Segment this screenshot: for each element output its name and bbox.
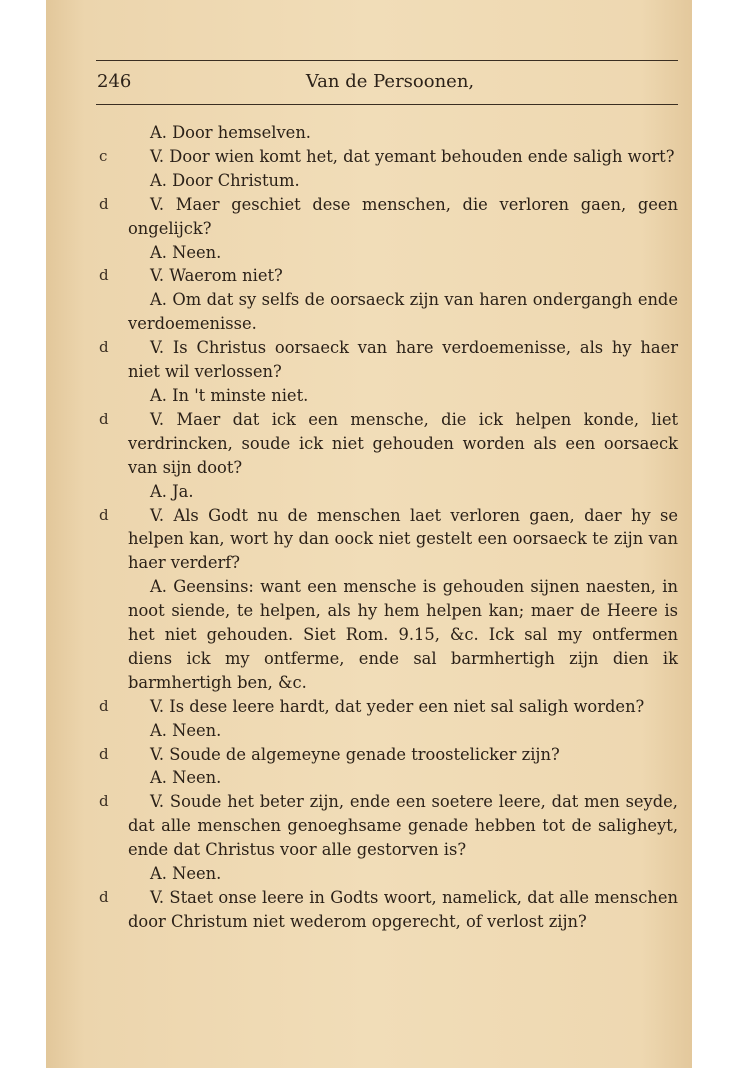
answer-entry [128, 384, 678, 408]
question-entry [99, 695, 678, 719]
question-entry [99, 743, 678, 767]
answer-entry [128, 241, 678, 265]
entry-text: A. Neen. [150, 864, 222, 884]
margin-marker: d [99, 792, 109, 811]
entry-text: V. Soude de algemeyne genade troostelicker zijn? [150, 744, 560, 764]
question-entry [99, 264, 678, 288]
entry-text: A. Neen. [150, 720, 222, 740]
entry-text: A. Door hemselven. [150, 123, 311, 142]
header-rule-top [96, 60, 678, 61]
question-entry [99, 790, 678, 862]
entry-text: A. Neen. [150, 768, 222, 788]
entry-text: V. Is Christus oorsaeck van hare verdoemenisse, als hy haer niet wil verlossen? [128, 338, 678, 382]
margin-marker: d [99, 744, 109, 763]
entry-text: A. Neen. [150, 242, 222, 262]
entry-text: V. Staet onse leere in Godts woort, namelick, dat alle menschen door Christum niet wederom opgerecht, of verlost zijn? [128, 888, 678, 931]
entry-text: A. In 't minste niet. [150, 385, 309, 405]
question-entry [99, 336, 678, 384]
margin-marker: d [99, 338, 109, 357]
answer-entry [128, 862, 678, 886]
answer-entry [128, 288, 678, 336]
answer-entry [128, 480, 678, 504]
margin-marker: d [99, 266, 109, 285]
entry-text: V. Soude het beter zijn, ende een soetere leere, dat men seyde, dat alle menschen genoeghsame genade hebben tot de saligheyt, ende dat Christus voor alle gestorven is? [128, 792, 678, 860]
answer-entry [128, 121, 678, 145]
page-number: 246 [97, 71, 132, 92]
entry-text: V. Is dese leere hardt, dat yeder een niet sal saligh worden? [150, 696, 645, 716]
margin-marker: d [99, 409, 109, 428]
question-entry [99, 145, 678, 169]
question-entry [99, 504, 678, 576]
entry-text: V. Door wien komt het, dat yemant behouden ende saligh wort? [150, 146, 675, 166]
entry-text: V. Als Godt nu de menschen laet verloren gaen, daer hy se helpen kan, wort hy dan oock niet gestelt een oorsaeck te zijn van haer verderf? [128, 505, 678, 573]
entry-text: A. Geensins: want een mensche is gehouden sijnen naesten, in noot siende, te helpen, als hy hem helpen kan; maer de Heere is het niet gehouden. Siet Rom. 9.15, &c. Ick sal my ontfermen diens ick my ontferme, ende sal barmhertigh zijn dien ik barmhertigh ben, &c. [128, 577, 678, 692]
entry-text: V. Maer geschiet dese menschen, die verloren gaen, geen ongelijck? [128, 194, 678, 238]
running-head: Van de Persoonen, [305, 71, 475, 92]
header-rule-bottom [96, 104, 678, 105]
question-entry [99, 193, 678, 241]
entry-text: A. Om dat sy selfs de oorsaeck zijn van haren ondergangh ende verdoemenisse. [128, 290, 678, 334]
answer-entry [128, 169, 678, 193]
entry-text: A. Ja. [150, 481, 194, 501]
margin-marker: d [99, 194, 109, 213]
margin-marker: d [99, 888, 109, 906]
entry-text: V. Maer dat ick een mensche, die ick helpen konde, liet verdrincken, soude ick niet gehouden worden als een oorsaeck van sijn doot? [128, 409, 678, 477]
answer-entry [128, 719, 678, 743]
answer-entry [128, 766, 678, 790]
entry-text: A. Door Christum. [150, 170, 300, 190]
entry-text: V. Waerom niet? [150, 266, 283, 286]
question-entry [99, 408, 678, 480]
margin-marker: c [99, 146, 108, 165]
page-body [99, 121, 678, 934]
question-entry [99, 886, 678, 934]
margin-marker: d [99, 696, 109, 715]
answer-entry [128, 575, 678, 695]
margin-marker: d [99, 505, 109, 524]
